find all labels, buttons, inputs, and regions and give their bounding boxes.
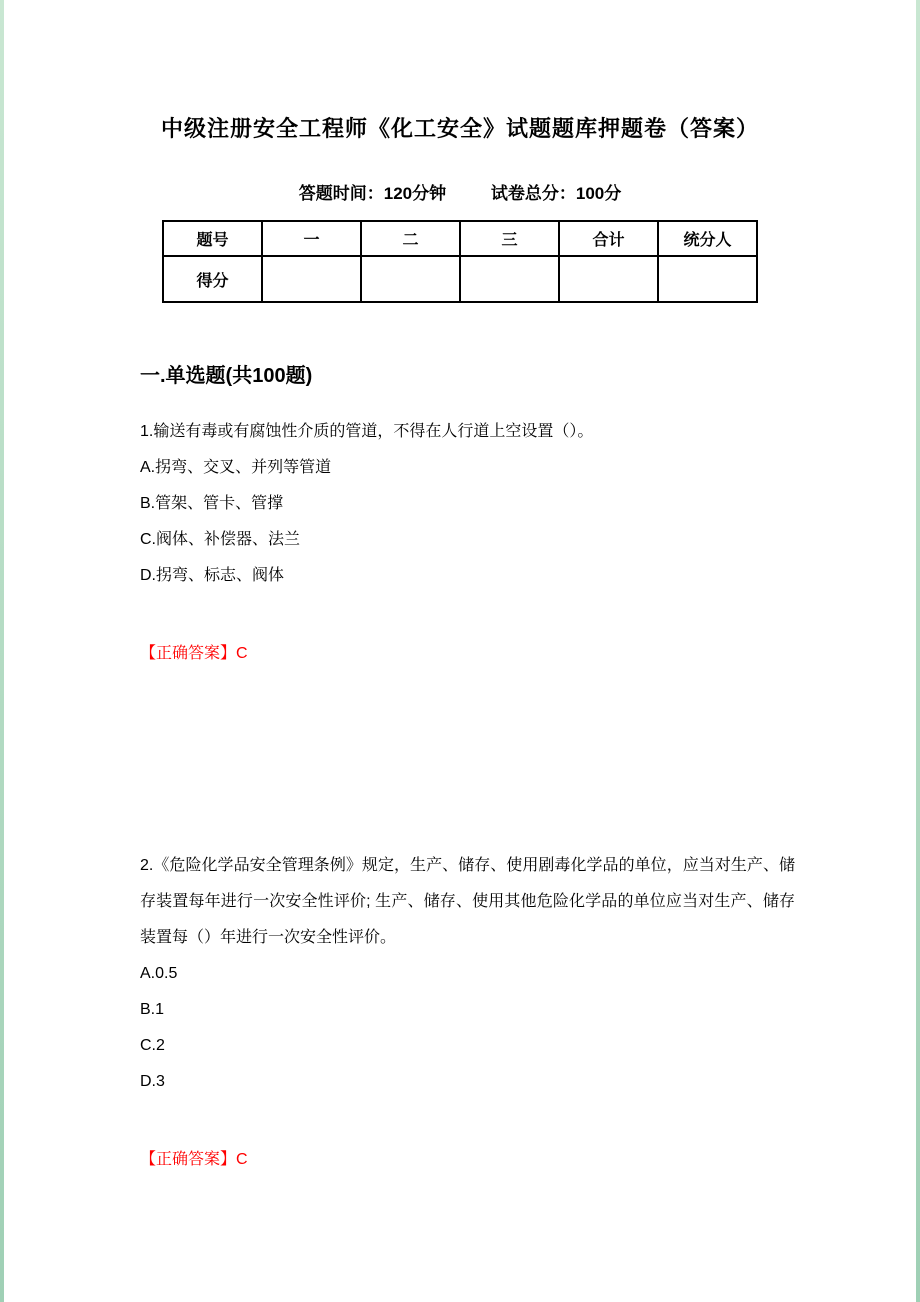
answer-line-2 [140,1150,920,1170]
exam-meta-total: 试卷总分：100分 [490,184,622,203]
question-option-b: B.管架、管卡、管撑 [140,495,284,512]
score-cell-empty [361,256,460,302]
question-option-a: A.0.5 [140,965,178,982]
score-table-header-cell: 二 [361,221,460,256]
question-option-c: C.阀体、补偿器、法兰 [140,531,301,548]
score-table-header-cell: 合计 [559,221,658,256]
score-cell-empty [262,256,361,302]
question-option-b: B.1 [140,1001,165,1018]
question-1 [140,414,795,594]
score-cell-empty [559,256,658,302]
score-row-label: 得分 [163,256,262,302]
exam-meta [0,179,920,204]
question-stem: 1.输送有毒或有腐蚀性介质的管道，不得在人行道上空设置（）。 [140,423,594,440]
score-table-header-row [163,221,757,256]
score-table [162,220,758,303]
question-option-d: D.拐弯、标志、阀体 [140,567,285,584]
section-heading: 一.单选题(共100题) [140,365,313,387]
exam-meta-time: 答题时间：120分钟 [298,184,447,203]
score-table-header-cell: 题号 [163,221,262,256]
score-table-header-cell: 一 [262,221,361,256]
question-option-d: D.3 [140,1073,165,1090]
question-stem: 2.《危险化学品安全管理条例》规定，生产、储存、使用剧毒化学品的单位，应当对生产、储存装置每年进行一次安全性评价; 生产、储存、使用其他危险化学品的单位应当对生产、储存装置每（）年进行一次安全性评价。 [140,857,795,946]
answer-label: 【正确答案】 [140,1151,237,1168]
score-cell-empty [658,256,757,302]
answer-value: C [236,645,248,662]
score-table-header-cell: 三 [460,221,559,256]
score-cell-empty [460,256,559,302]
answer-value: C [236,1151,248,1168]
score-table-score-row [163,256,757,302]
page-title: 中级注册安全工程师《化工安全》试题题库押题卷（答案） [160,116,759,141]
question-option-a: A.拐弯、交叉、并列等管道 [140,459,332,476]
question-2 [140,848,795,1100]
answer-label: 【正确答案】 [140,645,237,662]
score-table-header-cell: 统分人 [658,221,757,256]
question-option-c: C.2 [140,1037,165,1054]
answer-line-1 [140,644,920,664]
